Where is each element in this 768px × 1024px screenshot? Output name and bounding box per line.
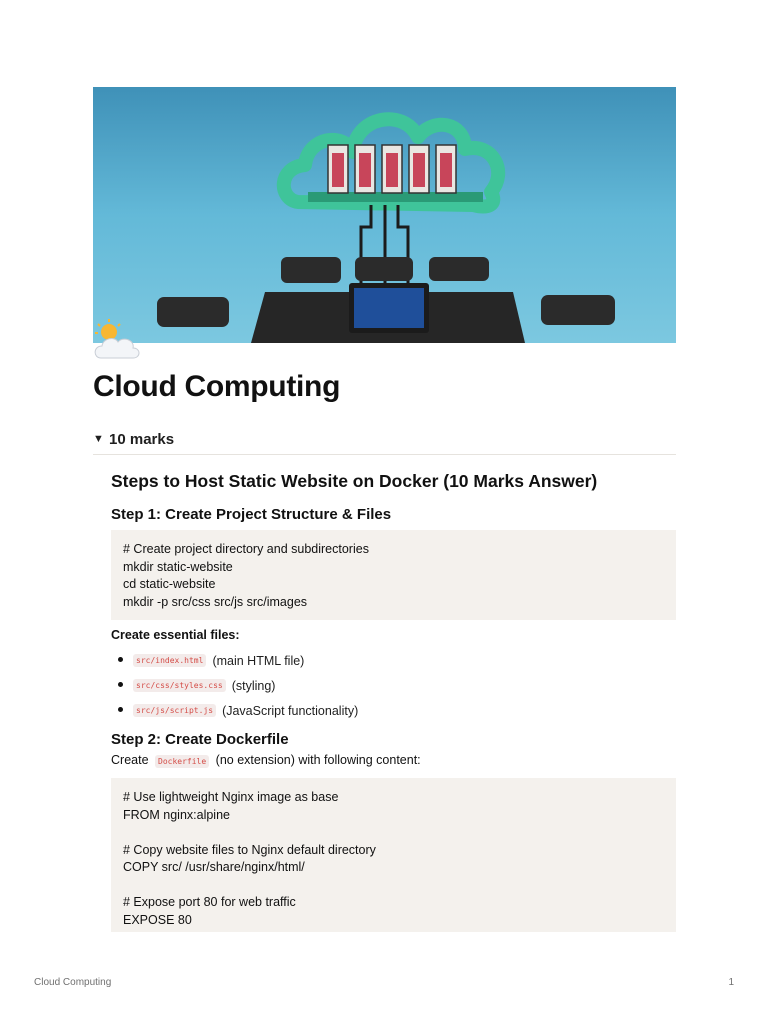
toggle-label: 10 marks [109,430,175,448]
code-line [123,824,664,842]
code-line [123,877,664,895]
intro-text: Create [111,753,149,767]
list-item [111,698,676,723]
step1-heading: Step 1: Create Project Structure & Files [111,506,392,523]
code-line: mkdir -p src/css src/js src/images [123,594,308,609]
code-line: # Copy website files to Nginx default directory [123,842,376,857]
divider [93,454,676,455]
step2-code-block [111,778,676,932]
footer-title: Cloud Computing [34,977,112,988]
footer-page-number: 1 [728,977,734,988]
toggle-content [111,468,676,932]
bullet-icon [118,682,123,687]
code-line: # Create project directory and subdirectories [123,542,369,556]
bullet-icon [118,707,123,712]
step1-code-block [111,530,676,620]
file-description: (main HTML file) [212,653,305,668]
list-item [111,648,676,673]
code-line: # Use lightweight Nginx image as base [123,790,339,804]
list-item [111,673,676,698]
toggle-triangle-icon[interactable]: ▼ [93,433,104,445]
page-title: Cloud Computing [93,370,341,403]
file-description: (styling) [231,678,276,693]
inline-code: src/index.html [133,654,206,667]
code-line: mkdir static-website [123,559,233,574]
cover-image [93,87,676,343]
inline-code: src/js/script.js [133,704,216,717]
essential-files-label: Create essential files: [111,628,240,642]
toggle-10-marks[interactable] [93,429,676,449]
code-line: # Expose port 80 for web traffic [123,895,296,909]
step2-intro [111,751,676,771]
file-description: (JavaScript functionality) [222,703,359,718]
intro-text: (no extension) with following content: [215,753,421,767]
code-line: cd static-website [123,577,216,591]
sun-behind-cloud-icon [93,318,143,362]
code-line: FROM nginx:alpine [123,807,230,822]
file-list [111,648,676,723]
code-line: EXPOSE 80 [123,912,192,927]
article-heading: Steps to Host Static Website on Docker (10 Marks Answer) [111,471,598,491]
inline-code: Dockerfile [155,755,209,768]
cloud-server-illustration [93,87,676,343]
code-line: COPY src/ /usr/share/nginx/html/ [123,860,305,874]
inline-code: src/css/styles.css [133,679,226,692]
step2-heading: Step 2: Create Dockerfile [111,731,289,748]
bullet-icon [118,657,123,662]
